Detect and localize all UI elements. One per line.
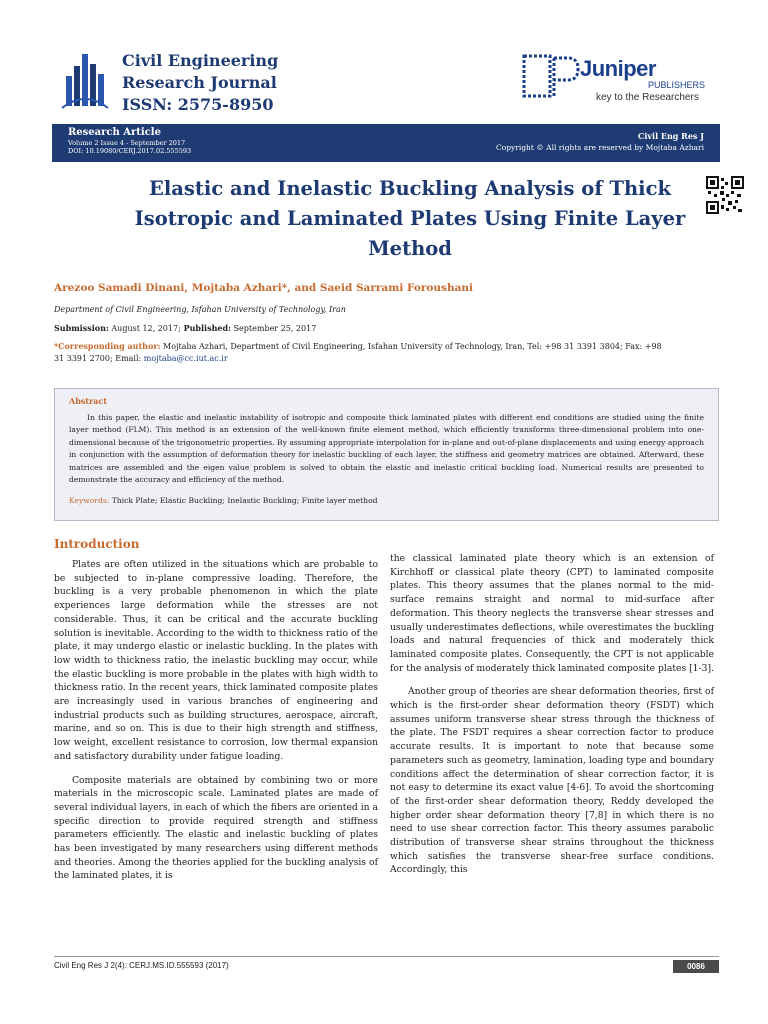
author-email-link[interactable]: mojtaba@cc.iut.ac.ir (143, 354, 228, 363)
publisher-mark-icon (520, 52, 584, 104)
abstract-box (54, 388, 719, 521)
paragraph: the classical laminated plate theory which is an extension of Kirchhoff or classical plate theory (CPT) to laminated composite plates. This theory assumes that the planes normal to the mid-surface remains straight and normal to mid-surface after deformation. This theory neglects the transverse shear stresses and usually underestimates deflections, while overestimates the buckling loads and natural frequencies of thick and moderately thick laminated composite plates. Consequently, the CPT is not applicable for the analysis of moderately thick laminated composite plates [1-3]. (390, 553, 714, 674)
qr-code-icon (706, 176, 744, 214)
authors: Arezoo Samadi Dinani, Mojtaba Azhari*, and Saeid Sarrami Foroushani (54, 282, 474, 294)
article-type: Research Article (68, 127, 161, 138)
publisher-tagline: key to the Researchers (596, 92, 699, 103)
submission-label: Submission: (54, 323, 109, 333)
volume-info: Volume 2 Issue 4 - September 2017 (68, 139, 186, 147)
department: Department of Civil Engineering, Isfahan University of Technology, Iran (54, 305, 346, 314)
journal-logo-icon (60, 46, 110, 112)
article-banner (52, 124, 720, 162)
published-label: Published: (180, 323, 232, 333)
banner-left (68, 126, 191, 155)
journal-abbreviation: Civil Eng Res J (637, 131, 704, 141)
footer-citation: Civil Eng Res J 2(4): CERJ.MS.ID.555593 (2017) (54, 961, 229, 970)
journal-name-line2: Research Journal (122, 73, 277, 92)
keywords (69, 495, 704, 508)
keywords-label: Keywords: (69, 495, 110, 505)
publisher-name: Juniper (580, 56, 656, 81)
abstract-text: In this paper, the elastic and inelastic instability of isotropic and composite thick laminated plates with different end conditions are studied using the finite layer method (FLM). This method is an extension of the well-known finite element method, which efficiently transforms three-dimensional problem into one-dimensional because of the trigonometric properties. By assuming appropriate interpolation for in-plane and out-of-plane displacements and using energy approach in conjunction with the assumption of deformation theory for inelastic buckling of each layer, the stiffness and geometry matrices are obtained. Afterward, these matrices are assembled and the eigen value problem is solved to obtain the elastic and inelastic critical buckling load. Numerical results are presented to demonstrate the accuracy and efficiency of the method. (69, 412, 704, 484)
journal-issn: ISSN: 2575-8950 (122, 95, 274, 114)
corresponding-label: *Corresponding author: (54, 341, 161, 351)
doi: DOI: 10.19080/CERJ.2017.02.555593 (68, 147, 192, 155)
page-footer (54, 956, 719, 974)
banner-right (496, 130, 704, 153)
journal-name (122, 50, 278, 116)
keywords-text: Thick Plate; Elastic Buckling; Inelastic Buckling; Finite layer method (109, 495, 378, 505)
journal-name-line1: Civil Engineering (122, 51, 279, 70)
left-column (54, 536, 378, 893)
submission-date: August 12, 2017; (108, 324, 181, 333)
paragraph: Composite materials are obtained by combining two or more materials in the microscopic scale. Laminated plates are made of several individual layers, in each of which the fibers are oriented in a specific direction to provide required strength and stiffness parameters efficiently. The elastic and inelastic buckling of plates has been investigated by many researchers using different methods and theories. Among the theories applied for the buckling analysis of the laminated plates, it is (54, 774, 378, 882)
page-number: 0086 (673, 960, 719, 973)
correspondence (54, 340, 674, 365)
right-column (390, 552, 714, 887)
submission-dates (54, 322, 316, 335)
copyright: Copyright © All rights are reserved by Mojtaba Azhari (495, 143, 704, 152)
abstract-heading: Abstract (69, 396, 107, 406)
article-title: Elastic and Inelastic Buckling Analysis of Thick Isotropic and Laminated Plates Using Finite Layer Method (134, 177, 686, 260)
published-date: September 25, 2017 (231, 324, 317, 333)
introduction-heading: Introduction (54, 537, 140, 551)
publisher-logo (520, 52, 720, 108)
paragraph: Another group of theories are shear deformation theories, first of which is the first-order shear deformation theory (FSDT) which assumes uniform transverse shear stress through the thickness of the plate. The FSDT requires a shear correction factor to produce accurate results. It is important to note that because some parameters such as geometry, lamination, loading type and boundary conditions affect the determination of shear correction factor, it is not easy to determine its exact value [4-6]. To avoid the shortcoming of the first-order shear deformation theory, Reddy developed the higher order shear deformation theory [7,8] in which there is no need to use shear correction factor. This theory assumes parabolic distribution of transverse shear strains throughout the thickness which satisfies the transverse shear-free surface conditions. Accordingly, this (390, 686, 714, 876)
paragraph: Plates are often utilized in the situations which are probable to be subjected to in-plane compressive loading. Therefore, the buckling is a very probable phenomenon in which the plate experiences large deformation while the stresses are not considerable. Thus, it can be critical and the accurate buckling solution is inevitable. According to the width to thickness ratio of the plate, it may undergo elastic or inelastic buckling. In the plates with low width to thickness ratio, the inelastic buckling may occur, while the elastic buckling is more probable in the plates with high width to thickness ratio. In the recent years, thick laminated composite plates are increasingly used in various branches of engineering and industrial products such as building structures, aerospace, aircraft, marine, and so on. This is due to their high strength and stiffness, low weight, excellent resistance to corrosion, low thermal expansion and satisfactory durability under fatigue loading. (54, 559, 378, 762)
publisher-sub: PUBLISHERS (648, 80, 706, 90)
corresponding-text: Mojtaba Azhari, Department of Civil Engineering, Isfahan University of Technology, Iran, Tel: +98 31 3391 3804; Fax: +98 31 3391 2700; Email: (54, 342, 662, 363)
